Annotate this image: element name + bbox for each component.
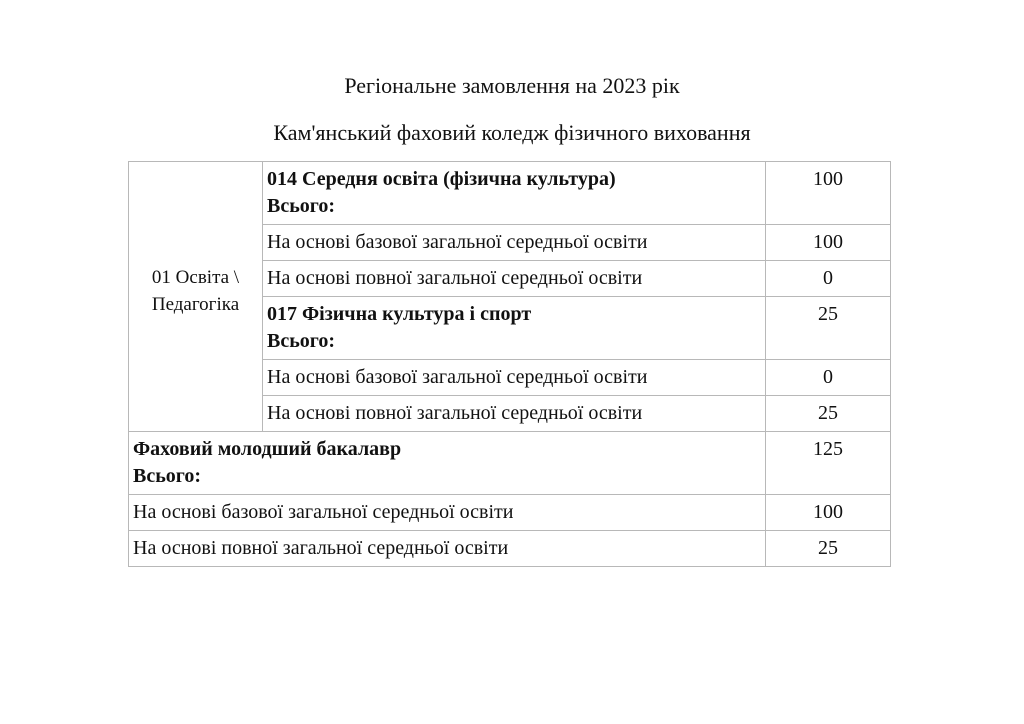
row-label: На основі базової загальної середньої освіти (263, 360, 766, 396)
specialty-total-label (263, 297, 766, 360)
total-label: Всього: (267, 330, 336, 352)
field-of-study-cell: 01 Освіта \ Педагогіка (129, 162, 263, 432)
row-value: 25 (766, 531, 891, 567)
regional-order-table (128, 161, 891, 567)
specialty-total-value: 100 (766, 162, 891, 225)
row-label: На основі повної загальної середньої освіти (129, 531, 766, 567)
summary-total-label (129, 432, 766, 495)
institution-name: Кам'янський фаховий коледж фізичного виховання (273, 120, 751, 145)
row-label: На основі повної загальної середньої освіти (263, 396, 766, 432)
specialty-name: 014 Середня освіта (фізична культура) (267, 168, 616, 190)
specialty-total-value: 25 (766, 297, 891, 360)
specialty-total-label (263, 162, 766, 225)
document-title: Регіональне замовлення на 2023 рік (344, 73, 680, 98)
total-label: Всього: (133, 465, 202, 487)
specialty-name: 017 Фізична культура і спорт (267, 303, 532, 325)
summary-name: Фаховий молодший бакалавр (133, 438, 402, 460)
table-row (129, 495, 891, 531)
row-value: 100 (766, 495, 891, 531)
summary-total-value: 125 (766, 432, 891, 495)
table-row (129, 162, 891, 225)
row-value: 25 (766, 396, 891, 432)
row-label: На основі повної загальної середньої освіти (263, 261, 766, 297)
row-value: 0 (766, 360, 891, 396)
row-value: 100 (766, 225, 891, 261)
row-label: На основі базової загальної середньої освіти (129, 495, 766, 531)
table-row (129, 432, 891, 495)
table-row (129, 531, 891, 567)
row-label: На основі базової загальної середньої освіти (263, 225, 766, 261)
row-value: 0 (766, 261, 891, 297)
total-label: Всього: (267, 195, 336, 217)
